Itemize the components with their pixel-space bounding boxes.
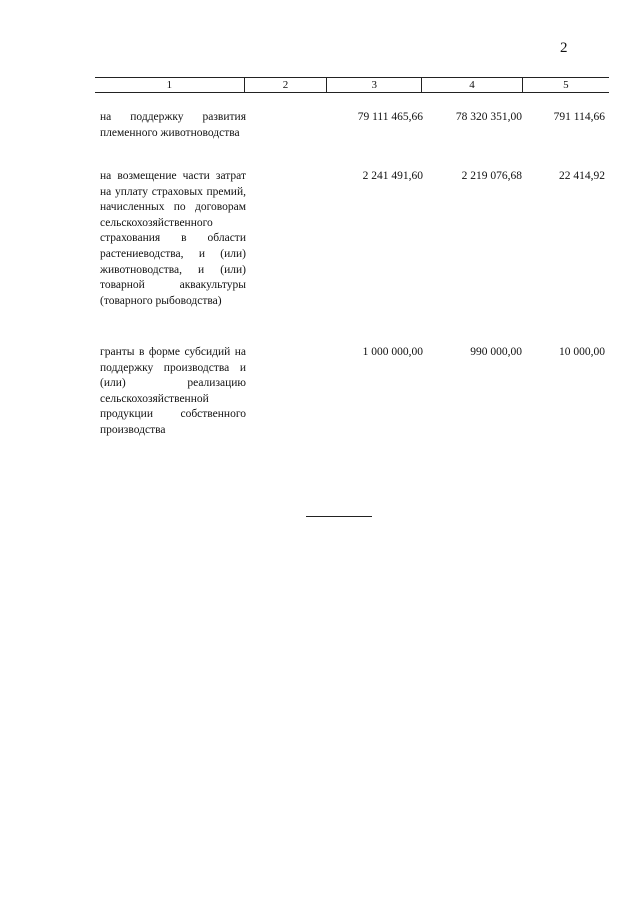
- table-header: [95, 77, 609, 93]
- row-value-col-4: 2 219 076,68: [461, 170, 522, 182]
- end-separator-line: [306, 516, 372, 517]
- row-value-col-3: 2 241 491,60: [362, 170, 423, 182]
- header-col-3: 3: [327, 78, 422, 93]
- row-description: на возмещение части затрат на уплату страховых премий, начисленных по договорам сельскохозяйственного страхования в области растениеводства, и (или) животноводства, и (или) товарной аквакультуры (товарного рыбоводства): [100, 170, 246, 307]
- row-value-col-5: 791 114,66: [553, 111, 605, 123]
- page-number: 2: [560, 40, 568, 56]
- header-col-4: 4: [422, 78, 522, 93]
- row-value-col-5: 22 414,92: [559, 170, 605, 182]
- row-value-col-5: 10 000,00: [559, 346, 605, 358]
- row-value-col-4: 78 320 351,00: [455, 111, 522, 123]
- header-col-5: 5: [522, 78, 609, 93]
- header-row: [95, 78, 609, 93]
- header-col-2: 2: [244, 78, 326, 93]
- row-value-col-3: 1 000 000,00: [362, 346, 423, 358]
- row-description: гранты в форме субсидий на поддержку производства и (или) реализацию сельскохозяйственной продукции собственного производства: [100, 346, 246, 436]
- header-col-1: 1: [95, 78, 244, 93]
- row-value-col-3: 79 111 465,66: [357, 111, 423, 123]
- row-description: на поддержку развития племенного животноводства: [100, 111, 246, 139]
- row-value-col-4: 990 000,00: [470, 346, 522, 358]
